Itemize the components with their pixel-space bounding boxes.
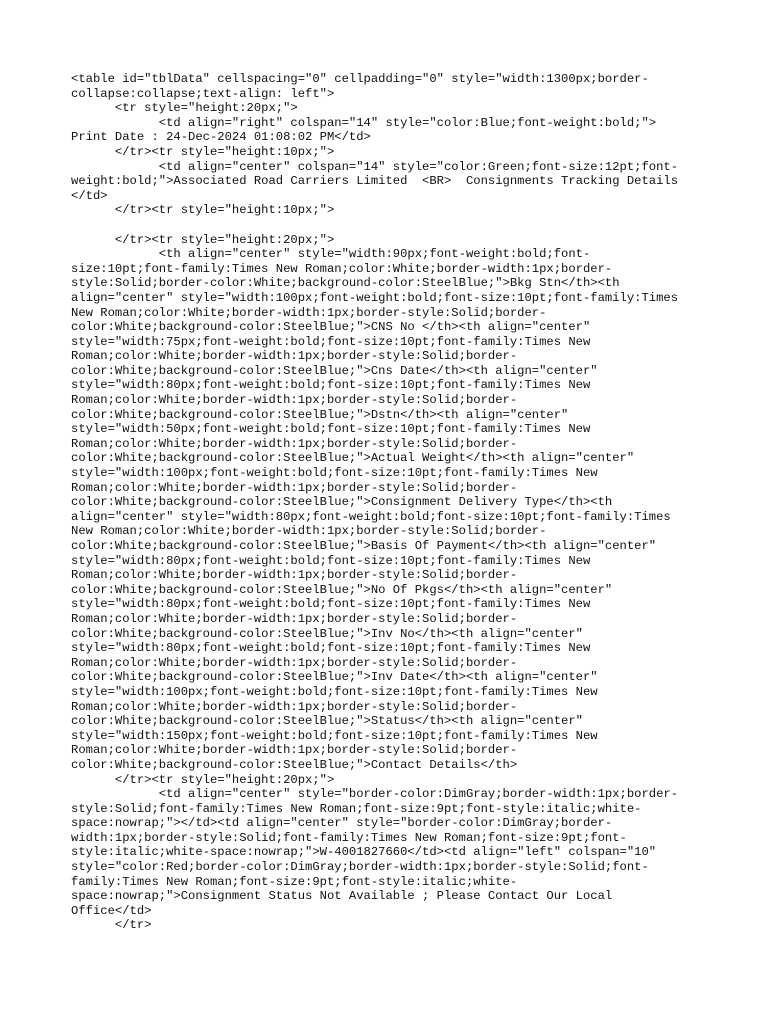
text-line: </tr> xyxy=(71,918,152,933)
consignment-number-line: style:italic;white-space:nowrap;">W-4001827660</td><td align="left" colspan="10" xyxy=(71,845,657,860)
text-line: align="center" style="width:80px;font-weight:bold;font-size:10pt;font-family:Times xyxy=(71,509,671,524)
text-line: style="width:80px;font-weight:bold;font-size:10pt;font-family:Times New xyxy=(71,553,591,568)
text-line: style="width:100px;font-weight:bold;font-size:10pt;font-family:Times New xyxy=(71,684,598,699)
text-line: Roman;color:White;border-width:1px;border-style:Solid;border- xyxy=(71,436,518,451)
text-line: </tr><tr style="height:10px;"> xyxy=(71,144,335,159)
text-line: Roman;color:White;border-width:1px;border-style:Solid;border- xyxy=(71,743,518,758)
text-line: family:Times New Roman;font-size:9pt;font-style:italic;white- xyxy=(71,874,518,889)
status-message-line: space:nowrap;">Consignment Status Not Available ; Please Contact Our Local xyxy=(71,889,613,904)
text-line: Office</td> xyxy=(71,903,152,918)
text-line: Roman;color:White;border-width:1px;border-style:Solid;border- xyxy=(71,349,518,364)
text-line: <th align="center" style="width:90px;font-weight:bold;font- xyxy=(71,247,591,262)
text-line: Roman;color:White;border-width:1px;border-style:Solid;border- xyxy=(71,699,518,714)
text-line: <td align="right" colspan="14" style="color:Blue;font-weight:bold;"> xyxy=(71,115,657,130)
text-line: Roman;color:White;border-width:1px;border-style:Solid;border- xyxy=(71,480,518,495)
text-line: Roman;color:White;border-width:1px;border-style:Solid;border- xyxy=(71,568,518,583)
text-line: New Roman;color:White;border-width:1px;border-style:Solid;border- xyxy=(71,524,547,539)
text-line: color:White;background-color:SteelBlue;">Status</th><th align="center" xyxy=(71,714,583,729)
text-line: </td> xyxy=(71,188,108,203)
text-line: style:Solid;font-family:Times New Roman;font-size:9pt;font-style:italic;white- xyxy=(71,801,642,816)
text-line: color:White;background-color:SteelBlue;">Inv Date</th><th align="center" xyxy=(71,670,598,685)
text-line: style="width:80px;font-weight:bold;font-size:10pt;font-family:Times New xyxy=(71,641,591,656)
document-page xyxy=(71,72,711,933)
text-line: </tr><tr style="height:20px;"> xyxy=(71,772,335,787)
text-line: align="center" style="width:100px;font-weight:bold;font-size:10pt;font-family:Times xyxy=(71,290,679,305)
text-line: color:White;background-color:SteelBlue;">Dstn</th><th align="center" xyxy=(71,407,569,422)
text-line: color:White;background-color:SteelBlue;">Actual Weight</th><th align="center" xyxy=(71,451,635,466)
text-line: <table id="tblData" cellspacing="0" cellpadding="0" style="width:1300px;border- xyxy=(71,72,649,86)
text-line: </tr><tr style="height:20px;"> xyxy=(71,232,335,247)
text-line: style="width:50px;font-weight:bold;font-size:10pt;font-family:Times New xyxy=(71,422,591,437)
text-line: <tr style="height:20px;"> xyxy=(71,101,298,116)
text-line: style="width:80px;font-weight:bold;font-size:10pt;font-family:Times New xyxy=(71,597,591,612)
text-line: Roman;color:White;border-width:1px;border-style:Solid;border- xyxy=(71,655,518,670)
text-line: color:White;background-color:SteelBlue;">Basis Of Payment</th><th align="center" xyxy=(71,539,657,553)
text-line: collapse:collapse;text-align: left"> xyxy=(71,86,335,101)
text-line: color:White;background-color:SteelBlue;">Consignment Delivery Type</th><th xyxy=(71,495,613,510)
text-line: style="color:Red;border-color:DimGray;border-width:1px;border-style:Solid;font- xyxy=(71,860,649,875)
text-line: color:White;background-color:SteelBlue;">No Of Pkgs</th><th align="center" xyxy=(71,582,613,597)
text-line: color:White;background-color:SteelBlue;">Contact Details</th> xyxy=(71,757,518,772)
text-line: <td align="center" colspan="14" style="color:Green;font-size:12pt;font- xyxy=(71,159,679,174)
text-line: style="width:100px;font-weight:bold;font-size:10pt;font-family:Times New xyxy=(71,466,598,481)
text-line: New Roman;color:White;border-width:1px;border-style:Solid;border- xyxy=(71,305,547,320)
print-date-line: Print Date : 24-Dec-2024 01:08:02 PM</td> xyxy=(71,130,371,145)
text-line: Roman;color:White;border-width:1px;border-style:Solid;border- xyxy=(71,393,518,408)
text-line: Roman;color:White;border-width:1px;border-style:Solid;border- xyxy=(71,611,518,626)
text-line: color:White;background-color:SteelBlue;">Cns Date</th><th align="center" xyxy=(71,363,598,378)
text-line: width:1px;border-style:Solid;font-family:Times New Roman;font-size:9pt;font- xyxy=(71,830,627,845)
company-title-line: weight:bold;">Associated Road Carriers Limited <BR> Consignments Tracking Details xyxy=(71,174,679,189)
text-line: style="width:75px;font-weight:bold;font-size:10pt;font-family:Times New xyxy=(71,334,591,349)
text-line: <td align="center" style="border-color:DimGray;border-width:1px;border- xyxy=(71,787,679,802)
text-line: color:White;background-color:SteelBlue;">CNS No </th><th align="center" xyxy=(71,320,591,335)
blank-line xyxy=(71,218,711,233)
text-line: style="width:150px;font-weight:bold;font-size:10pt;font-family:Times New xyxy=(71,728,598,743)
text-line: size:10pt;font-family:Times New Roman;color:White;border-width:1px;border- xyxy=(71,261,613,276)
text-line: </tr><tr style="height:10px;"> xyxy=(71,203,335,218)
text-line: style="width:80px;font-weight:bold;font-size:10pt;font-family:Times New xyxy=(71,378,591,393)
text-line: space:nowrap;"></td><td align="center" style="border-color:DimGray;border- xyxy=(71,816,613,831)
text-line: style:Solid;border-color:White;background-color:SteelBlue;">Bkg Stn</th><th xyxy=(71,276,620,291)
text-line: color:White;background-color:SteelBlue;">Inv No</th><th align="center" xyxy=(71,626,583,641)
